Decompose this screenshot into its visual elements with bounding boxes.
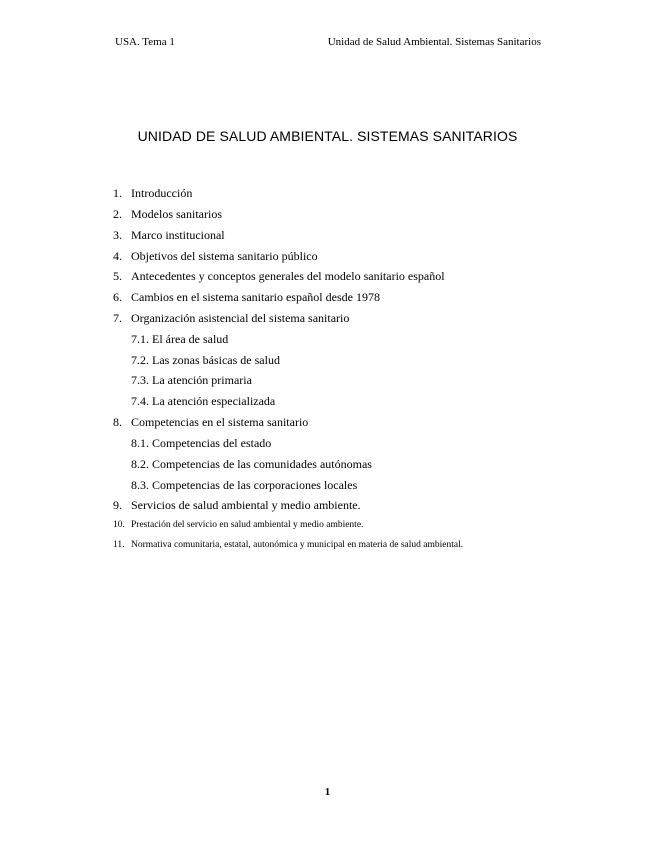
toc-item-text: Prestación del servicio en salud ambiental y medio ambiente. — [131, 520, 364, 530]
toc-item-text: Competencias en el sistema sanitario — [131, 415, 309, 429]
toc-item-number: 2. — [113, 207, 122, 221]
toc-item-number: 5. — [113, 269, 122, 283]
toc-subitem-text: 7.3. La atención primaria — [131, 373, 252, 387]
toc-item-number: 11. — [113, 540, 125, 550]
toc-subitem-text: 8.2. Competencias de las comunidades autónomas — [131, 457, 372, 471]
toc-item-text: Objetivos del sistema sanitario público — [131, 249, 318, 263]
toc-item-text: Organización asistencial del sistema sanitario — [131, 311, 350, 325]
toc-subitem-text: 8.1. Competencias del estado — [131, 436, 272, 450]
toc-item-text: Antecedentes y conceptos generales del modelo sanitario español — [131, 269, 445, 283]
toc-item-number: 8. — [113, 415, 122, 429]
toc-item-text: Servicios de salud ambiental y medio ambiente. — [131, 498, 361, 512]
toc-item-text: Introducción — [131, 186, 193, 200]
toc-subitem-text: 8.3. Competencias de las corporaciones locales — [131, 478, 358, 492]
document-title: UNIDAD DE SALUD AMBIENTAL. SISTEMAS SANITARIOS — [137, 128, 518, 144]
header-left: USA. Tema 1 — [115, 36, 175, 48]
header-right: Unidad de Salud Ambiental. Sistemas Sanitarios — [327, 36, 541, 48]
toc-item-number: 4. — [113, 249, 122, 263]
toc-item-number: 10. — [113, 520, 125, 530]
toc-item-text: Normativa comunitaria, estatal, autonómica y municipal en materia de salud ambiental. — [131, 540, 464, 550]
toc-subitem-text: 7.2. Las zonas básicas de salud — [131, 353, 280, 367]
toc-item-text: Cambios en el sistema sanitario español desde 1978 — [131, 290, 380, 304]
toc-item-number: 3. — [113, 228, 122, 242]
toc-item-text: Marco institucional — [131, 228, 225, 242]
toc-item-number: 6. — [113, 290, 122, 304]
toc-item-text: Modelos sanitarios — [131, 207, 222, 221]
toc-item-number: 1. — [113, 186, 122, 200]
page-number: 1 — [324, 786, 331, 798]
toc-subitem-text: 7.4. La atención especializada — [131, 394, 276, 408]
toc-subitem-text: 7.1. El área de salud — [131, 332, 229, 346]
toc-item-number: 9. — [113, 498, 122, 512]
toc-item-number: 7. — [113, 311, 122, 325]
